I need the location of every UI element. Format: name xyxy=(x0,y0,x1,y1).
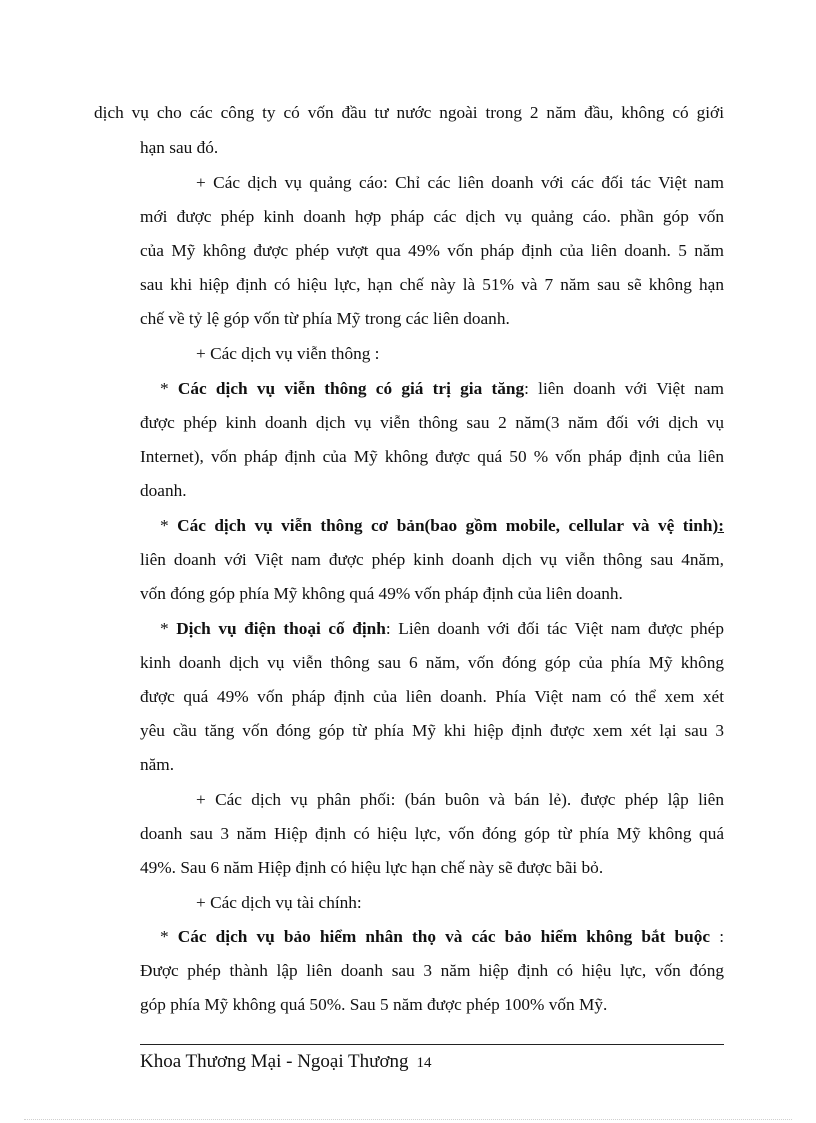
text-run: : liên doanh với Việt nam xyxy=(524,379,724,398)
text-line: được quá 49% vốn pháp định của liên doanh. Phía Việt nam có thể xem xét xyxy=(140,687,724,706)
text-line: Internet), vốn pháp định của Mỹ không được quá 50 % vốn pháp định của liên xyxy=(140,447,724,466)
bullet-star: * xyxy=(160,379,178,398)
text-line xyxy=(160,926,724,948)
text-line: + Các dịch vụ quảng cáo: Chỉ các liên doanh với các đối tác Việt nam xyxy=(196,173,724,192)
text-line: kinh doanh dịch vụ viễn thông sau 6 năm, vốn đóng góp của phía Mỹ không xyxy=(140,653,724,672)
text-line: sau khi hiệp định có hiệu lực, hạn chế này là 51% và 7 năm sau sẽ không hạn xyxy=(140,275,724,294)
text-line: liên doanh với Việt nam được phép kinh doanh dịch vụ viễn thông sau 4năm, xyxy=(140,550,724,569)
text-line: yêu cầu tăng vốn đóng góp từ phía Mỹ khi hiệp định được xem xét lại sau 3 xyxy=(140,721,724,740)
text-line: mới được phép kinh doanh hợp pháp các dịch vụ quảng cáo. phần góp vốn xyxy=(140,207,724,226)
text-line: năm. xyxy=(140,755,175,774)
footer-rule xyxy=(140,1044,724,1045)
bullet-star: * xyxy=(160,927,178,946)
bold-heading-tail: ): xyxy=(712,516,725,535)
footer-text: Khoa Thương Mại - Ngoại Thương xyxy=(140,1051,409,1072)
page-edge-divider xyxy=(24,1119,792,1120)
text-line: chế về tỷ lệ góp vốn từ phía Mỹ trong các liên doanh. xyxy=(140,309,510,328)
page-number: 14 xyxy=(416,1055,432,1071)
text-line: góp phía Mỹ không quá 50%. Sau 5 năm được phép 100% vốn Mỹ. xyxy=(140,995,608,1014)
text-run: : Liên doanh với đối tác Việt nam được phép xyxy=(385,619,724,638)
text-line: 49%. Sau 6 năm Hiệp định có hiệu lực hạn chế này sẽ được bãi bỏ. xyxy=(140,858,604,877)
text-line: + Các dịch vụ phân phối: (bán buôn và bán lẻ). được phép lập liên xyxy=(196,790,724,809)
bold-heading: Các dịch vụ bảo hiểm nhân thọ và các bảo hiểm không bắt buộc xyxy=(177,927,711,946)
bold-heading: Dịch vụ điện thoại cố định xyxy=(176,619,386,638)
text-line: + Các dịch vụ viễn thông : xyxy=(196,344,380,363)
text-line xyxy=(160,618,724,640)
text-line xyxy=(160,515,724,537)
text-line: dịch vụ cho các công ty có vốn đầu tư nước ngoài trong 2 năm đầu, không có giới xyxy=(94,103,724,122)
page-footer xyxy=(140,1050,432,1075)
text-run: : xyxy=(710,927,725,946)
text-line: của Mỹ không được phép vượt qua 49% vốn pháp định của liên doanh. 5 năm xyxy=(140,241,724,260)
bold-heading: Các dịch vụ viễn thông cơ bản(bao gồm mobile, cellular và vệ tinh xyxy=(177,516,713,535)
text-line: Được phép thành lập liên doanh sau 3 năm hiệp định có hiệu lực, vốn đóng xyxy=(140,961,724,980)
text-line: hạn sau đó. xyxy=(140,138,219,157)
text-line: doanh. xyxy=(140,481,187,500)
text-line: vốn đóng góp phía Mỹ không quá 49% vốn pháp định của liên doanh. xyxy=(140,584,623,603)
bold-heading: Các dịch vụ viễn thông có giá trị gia tăng xyxy=(177,379,525,398)
text-line: + Các dịch vụ tài chính: xyxy=(196,893,362,912)
text-line xyxy=(160,378,724,400)
text-line: được phép kinh doanh dịch vụ viễn thông sau 2 năm(3 năm đối với dịch vụ xyxy=(140,413,724,432)
bullet-star: * xyxy=(160,516,178,535)
bullet-star: * xyxy=(160,619,177,638)
text-line: doanh sau 3 năm Hiệp định có hiệu lực, vốn đóng góp từ phía Mỹ không quá xyxy=(140,824,724,843)
